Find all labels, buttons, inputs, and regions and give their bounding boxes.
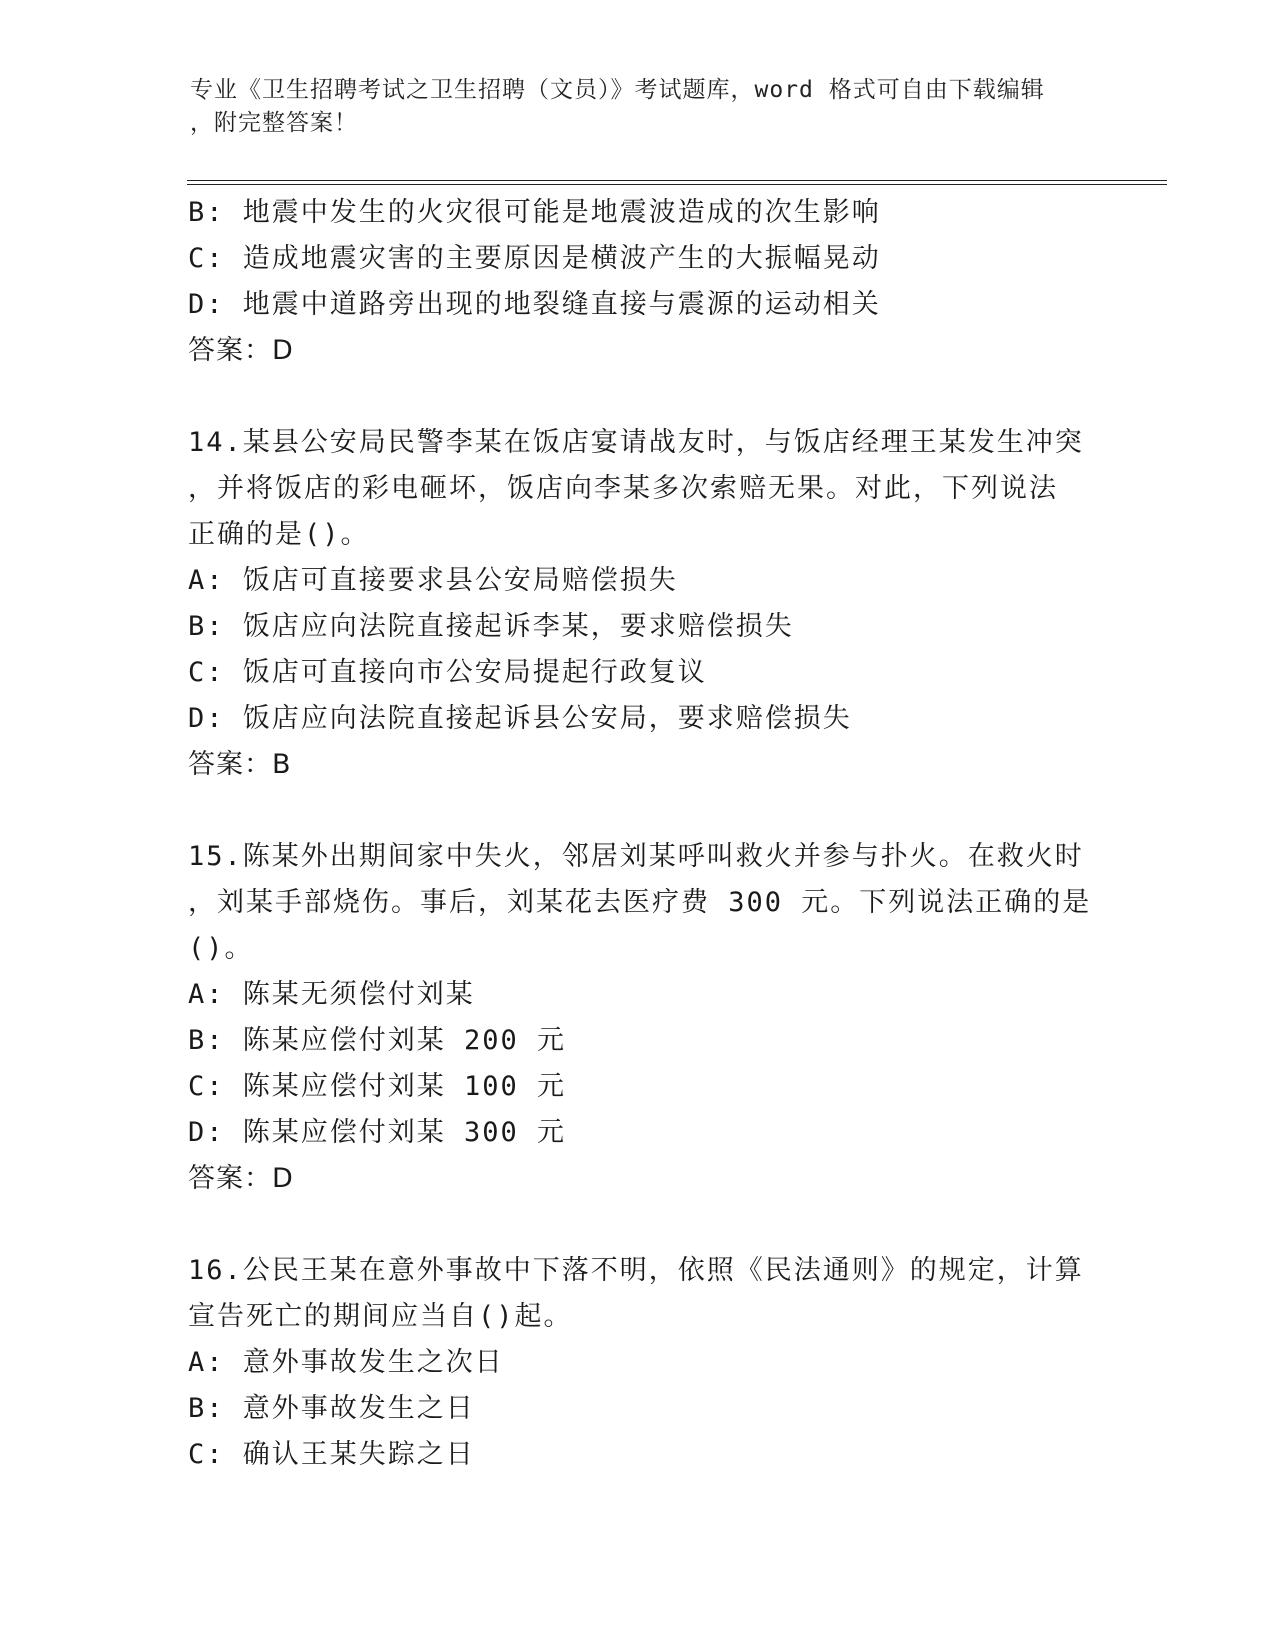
option-b: B: 意外事故发生之日 xyxy=(188,1393,475,1424)
question-text-line: 宣告死亡的期间应当自()起。 xyxy=(188,1301,573,1332)
question-text-line: 15.陈某外出期间家中失火，邻居刘某呼叫救火并参与扑火。在救火时 xyxy=(188,841,1084,872)
spacer xyxy=(188,788,1088,834)
question-list xyxy=(188,190,1092,1478)
question-text-line: ，并将饭店的彩电砸坏，饭店向李某多次索赔无果。对此，下列说法 xyxy=(188,473,1058,504)
option-a: A: 陈某无须偿付刘某 xyxy=(188,979,475,1010)
option-c: C: 造成地震灾害的主要原因是横波产生的大振幅晃动 xyxy=(188,243,881,274)
document-header xyxy=(190,74,1090,140)
option-b: B: 地震中发生的火灾很可能是地震波造成的次生影响 xyxy=(188,197,881,228)
question-15 xyxy=(188,834,1092,1202)
answer-line: 答案：B xyxy=(188,749,292,780)
question-text-line: ()。 xyxy=(188,933,254,964)
header-line-1: 专业《卫生招聘考试之卫生招聘（文员）》考试题库，word 格式可自由下载编辑 xyxy=(190,77,1045,103)
header-line-2: ，附完整答案！ xyxy=(190,110,358,136)
option-a: A: 饭店可直接要求县公安局赔偿损失 xyxy=(188,565,678,596)
option-d: D: 地震中道路旁出现的地裂缝直接与震源的运动相关 xyxy=(188,289,881,320)
option-c: C: 饭店可直接向市公安局提起行政复议 xyxy=(188,657,707,688)
option-c: C: 陈某应偿付刘某 100 元 xyxy=(188,1071,567,1102)
question-13-tail xyxy=(188,190,1088,374)
option-c: C: 确认王某失踪之日 xyxy=(188,1439,475,1470)
option-a: A: 意外事故发生之次日 xyxy=(188,1347,504,1378)
question-text-line: ，刘某手部烧伤。事后，刘某花去医疗费 300 元。下列说法正确的是 xyxy=(188,887,1092,918)
option-d: D: 饭店应向法院直接起诉县公安局，要求赔偿损失 xyxy=(188,703,852,734)
header-rule-bottom xyxy=(187,184,1167,185)
header-rule-top xyxy=(187,180,1167,181)
answer-line: 答案：D xyxy=(188,335,294,366)
option-b: B: 饭店应向法院直接起诉李某，要求赔偿损失 xyxy=(188,611,794,642)
question-text-line: 14.某县公安局民警李某在饭店宴请战友时，与饭店经理王某发生冲突 xyxy=(188,427,1084,458)
option-d: D: 陈某应偿付刘某 300 元 xyxy=(188,1117,567,1148)
question-16 xyxy=(188,1248,1088,1478)
option-b: B: 陈某应偿付刘某 200 元 xyxy=(188,1025,567,1056)
spacer xyxy=(188,374,1088,420)
question-text-line: 正确的是()。 xyxy=(188,519,370,550)
answer-line: 答案：D xyxy=(188,1163,294,1194)
question-text-line: 16.公民王某在意外事故中下落不明，依照《民法通则》的规定，计算 xyxy=(188,1255,1084,1286)
question-14 xyxy=(188,420,1088,788)
spacer xyxy=(188,1202,1088,1248)
